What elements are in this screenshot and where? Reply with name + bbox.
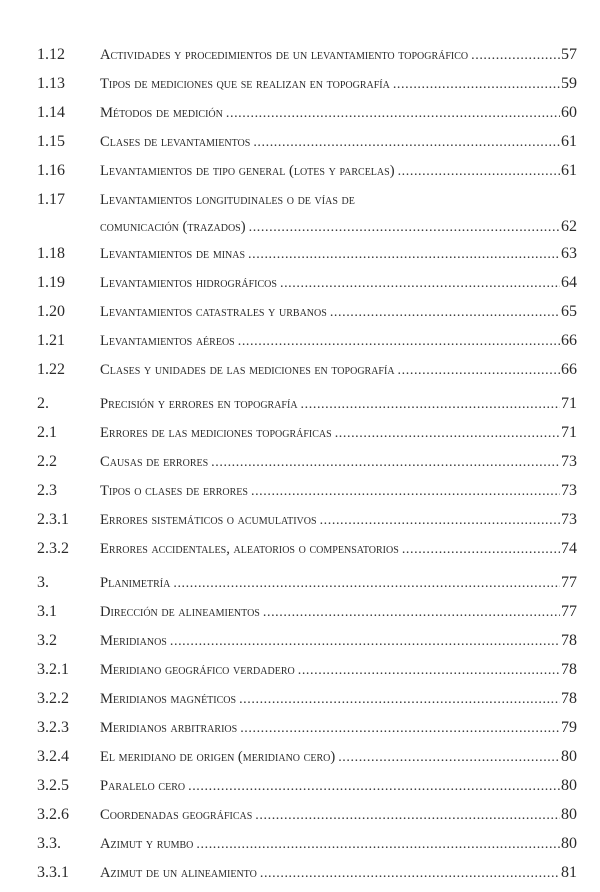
entry-number: 1.15 bbox=[37, 133, 65, 150]
dot-leader bbox=[263, 598, 560, 627]
entry-number: 2. bbox=[37, 395, 49, 412]
entry-page: 60 bbox=[561, 104, 577, 121]
entry-number: 1.22 bbox=[37, 361, 65, 378]
toc-entry bbox=[37, 742, 577, 771]
toc-entry-continuation bbox=[37, 214, 577, 239]
entry-page: 80 bbox=[561, 835, 577, 852]
dot-leader bbox=[196, 830, 560, 859]
entry-title: Levantamientos de minas bbox=[100, 246, 246, 262]
entry-title: Paralelo cero bbox=[100, 778, 186, 794]
entry-page: 61 bbox=[561, 133, 577, 150]
dot-leader bbox=[301, 390, 560, 419]
entry-number: 1.18 bbox=[37, 245, 65, 262]
dot-leader bbox=[239, 685, 560, 714]
dot-leader bbox=[240, 714, 560, 743]
entry-number: 3.2.3 bbox=[37, 719, 69, 736]
dot-leader bbox=[251, 477, 560, 506]
entry-page: 79 bbox=[561, 719, 577, 736]
entry-title: Precisión y errores en topografía bbox=[100, 396, 298, 412]
toc-section bbox=[37, 389, 577, 563]
entry-title: Levantamientos catastrales y urbanos bbox=[100, 304, 327, 320]
entry-title: Levantamientos hidrográficos bbox=[100, 275, 277, 291]
entry-page: 57 bbox=[561, 46, 577, 63]
entry-page: 81 bbox=[561, 864, 577, 881]
dot-leader bbox=[211, 448, 560, 477]
entry-number: 1.20 bbox=[37, 303, 65, 320]
entry-page: 71 bbox=[561, 395, 577, 412]
toc-entry bbox=[37, 389, 577, 418]
entry-page: 77 bbox=[561, 574, 577, 591]
entry-number: 1.21 bbox=[37, 332, 65, 349]
toc-entry bbox=[37, 239, 577, 268]
entry-title: Errores sistemáticos o acumulativos bbox=[100, 512, 317, 528]
entry-page: 66 bbox=[561, 332, 577, 349]
entry-number: 2.2 bbox=[37, 453, 57, 470]
entry-page: 78 bbox=[561, 661, 577, 678]
entry-page: 74 bbox=[561, 540, 577, 557]
entry-page: 73 bbox=[561, 511, 577, 528]
dot-leader bbox=[330, 298, 560, 327]
entry-number: 3.2.2 bbox=[37, 690, 69, 707]
entry-page: 64 bbox=[561, 274, 577, 291]
entry-title: Levantamientos de tipo general (lotes y parcelas) bbox=[100, 163, 395, 179]
entry-number: 1.14 bbox=[37, 104, 65, 121]
toc-section bbox=[37, 40, 577, 384]
entry-title: El meridiano de origen (meridiano cero) bbox=[100, 749, 336, 765]
toc-entry bbox=[37, 626, 577, 655]
toc-entry bbox=[37, 800, 577, 829]
dot-leader bbox=[248, 240, 560, 269]
entry-page: 80 bbox=[561, 777, 577, 794]
table-of-contents bbox=[37, 40, 577, 892]
dot-leader bbox=[280, 269, 560, 298]
entry-page: 62 bbox=[561, 218, 577, 235]
entry-title-continuation: comunicación (trazados) bbox=[100, 219, 246, 235]
entry-page: 73 bbox=[561, 453, 577, 470]
entry-number: 3.2 bbox=[37, 632, 57, 649]
entry-number: 3.2.4 bbox=[37, 748, 69, 765]
entry-title: Tipos o clases de errores bbox=[100, 483, 248, 499]
dot-leader bbox=[471, 41, 560, 70]
toc-entry bbox=[37, 69, 577, 98]
entry-page: 66 bbox=[561, 361, 577, 378]
entry-title: Errores de las mediciones topográficas bbox=[100, 425, 332, 441]
entry-title: Meridianos bbox=[100, 633, 167, 649]
entry-page: 78 bbox=[561, 632, 577, 649]
entry-number: 3.2.1 bbox=[37, 661, 69, 678]
entry-page: 71 bbox=[561, 424, 577, 441]
entry-number: 2.3 bbox=[37, 482, 57, 499]
toc-entry bbox=[37, 568, 577, 597]
entry-page: 61 bbox=[561, 162, 577, 179]
entry-page: 59 bbox=[561, 75, 577, 92]
entry-title: Azimut de un alineamiento bbox=[100, 865, 257, 881]
dot-leader bbox=[393, 70, 560, 99]
entry-number: 3.1 bbox=[37, 603, 57, 620]
dot-leader bbox=[226, 99, 560, 128]
toc-entry bbox=[37, 713, 577, 742]
entry-title: Clases y unidades de las mediciones en topografía bbox=[100, 362, 395, 378]
toc-entry bbox=[37, 98, 577, 127]
entry-number: 1.16 bbox=[37, 162, 65, 179]
entry-title: Meridianos arbitrarios bbox=[100, 720, 238, 736]
entry-number: 3.3. bbox=[37, 835, 61, 852]
entry-number: 1.13 bbox=[37, 75, 65, 92]
entry-title: Errores accidentales, aleatorios o compensatorios bbox=[100, 541, 399, 557]
toc-entry bbox=[37, 447, 577, 476]
entry-title: Causas de errores bbox=[100, 454, 209, 470]
dot-leader bbox=[173, 569, 560, 598]
entry-number: 1.17 bbox=[37, 191, 65, 208]
entry-number: 1.12 bbox=[37, 46, 65, 63]
dot-leader bbox=[320, 506, 560, 535]
toc-entry bbox=[37, 156, 577, 185]
toc-entry bbox=[37, 505, 577, 534]
dot-leader bbox=[238, 327, 560, 356]
entry-number: 1.19 bbox=[37, 274, 65, 291]
toc-entry bbox=[37, 476, 577, 505]
entry-title: Coordenadas geográficas bbox=[100, 807, 253, 823]
dot-leader bbox=[255, 801, 560, 830]
entry-number: 2.3.2 bbox=[37, 540, 69, 557]
dot-leader bbox=[253, 128, 560, 157]
toc-entry bbox=[37, 858, 577, 887]
entry-title: Dirección de alineamientos bbox=[100, 604, 260, 620]
toc-entry bbox=[37, 829, 577, 858]
entry-number: 2.1 bbox=[37, 424, 57, 441]
entry-page: 65 bbox=[561, 303, 577, 320]
toc-entry bbox=[37, 127, 577, 156]
toc-entry bbox=[37, 268, 577, 297]
entry-title: Planimetría bbox=[100, 575, 171, 591]
toc-entry bbox=[37, 326, 577, 355]
toc-entry bbox=[37, 418, 577, 447]
entry-page: 63 bbox=[561, 245, 577, 262]
entry-page: 73 bbox=[561, 482, 577, 499]
entry-page: 77 bbox=[561, 603, 577, 620]
entry-title: Azimut y rumbo bbox=[100, 836, 194, 852]
dot-leader bbox=[402, 535, 560, 564]
entry-title: Levantamientos aéreos bbox=[100, 333, 235, 349]
entry-title: Métodos de medición bbox=[100, 105, 223, 121]
toc-entry bbox=[37, 771, 577, 800]
dot-leader bbox=[298, 656, 560, 685]
entry-title: Meridiano geográfico verdadero bbox=[100, 662, 295, 678]
entry-title: Tipos de mediciones que se realizan en topografía bbox=[100, 76, 390, 92]
entry-number: 3.2.6 bbox=[37, 806, 69, 823]
dot-leader bbox=[249, 215, 560, 240]
entry-number: 3.3.1 bbox=[37, 864, 69, 881]
toc-entry bbox=[37, 655, 577, 684]
entry-page: 80 bbox=[561, 748, 577, 765]
dot-leader bbox=[398, 157, 560, 186]
entry-title: Meridianos magnéticos bbox=[100, 691, 237, 707]
toc-entry bbox=[37, 684, 577, 713]
dot-leader bbox=[398, 356, 560, 385]
entry-title: Levantamientos longitudinales o de vías de bbox=[100, 192, 355, 208]
toc-entry bbox=[37, 597, 577, 626]
entry-number: 3. bbox=[37, 574, 49, 591]
toc-entry bbox=[37, 534, 577, 563]
entry-title: Actividades y procedimientos de un levantamiento topográfico bbox=[100, 47, 469, 63]
dot-leader bbox=[260, 859, 560, 888]
entry-title: Clases de levantamientos bbox=[100, 134, 251, 150]
dot-leader bbox=[188, 772, 560, 801]
dot-leader bbox=[338, 743, 560, 772]
dot-leader bbox=[335, 419, 560, 448]
entry-number: 3.2.5 bbox=[37, 777, 69, 794]
dot-leader bbox=[170, 627, 560, 656]
toc-entry bbox=[37, 185, 577, 214]
toc-entry bbox=[37, 40, 577, 69]
toc-entry bbox=[37, 355, 577, 384]
toc-section bbox=[37, 568, 577, 887]
entry-page: 80 bbox=[561, 806, 577, 823]
entry-page: 78 bbox=[561, 690, 577, 707]
entry-number: 2.3.1 bbox=[37, 511, 69, 528]
toc-entry bbox=[37, 297, 577, 326]
